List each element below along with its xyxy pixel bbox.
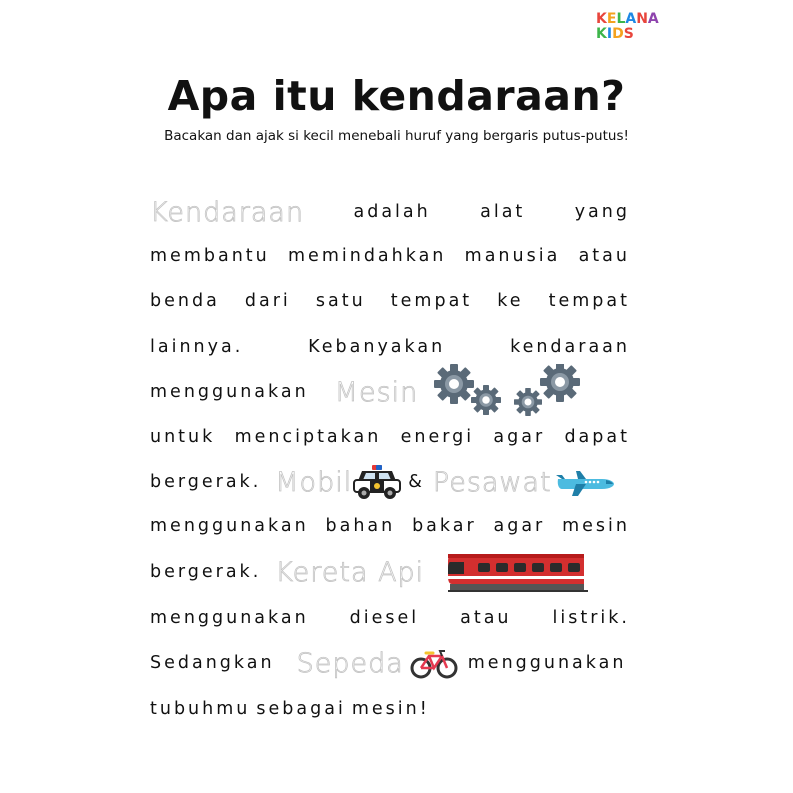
- word: yang: [574, 202, 630, 222]
- word: energi: [400, 427, 475, 447]
- train-icon: [448, 550, 588, 594]
- airplane-icon: [552, 465, 616, 499]
- text-line-3: [150, 281, 630, 321]
- word: tempat: [548, 291, 630, 311]
- word: dari: [244, 291, 291, 311]
- bicycle-icon: [410, 646, 458, 680]
- logo-letter: S: [623, 26, 634, 42]
- text-line-6: [150, 417, 630, 457]
- word: memindahkan: [288, 246, 447, 266]
- word: bergerak.: [150, 562, 262, 582]
- logo-letter: L: [616, 11, 626, 27]
- trace-word: Pesawat: [432, 466, 552, 498]
- word: manusia: [464, 246, 561, 266]
- word: menggunakan: [150, 516, 309, 536]
- logo-letter: D: [612, 26, 624, 42]
- page-subtitle: Bacakan dan ajak si kecil menebali huruf yang bergaris putus-putus!: [164, 128, 629, 144]
- word: atau: [460, 608, 512, 628]
- word: lainnya.: [150, 337, 244, 357]
- page-title: Apa itu kendaraan?: [167, 72, 626, 120]
- logo-wordmark-bottom: [596, 27, 656, 42]
- word: mesin: [562, 516, 630, 536]
- kelana-kids-logo: [596, 11, 659, 50]
- logo-letter: A: [625, 11, 637, 27]
- text-line-1: [150, 192, 630, 232]
- word: menggunakan: [467, 653, 627, 673]
- gears-icon: [432, 364, 588, 420]
- word: sebagai: [256, 699, 346, 719]
- word: menggunakan: [150, 382, 309, 402]
- word: listrik.: [552, 608, 630, 628]
- word: bergerak.: [150, 472, 262, 492]
- logo-letter: I: [606, 26, 613, 42]
- word: untuk: [150, 427, 216, 447]
- trace-word: Mesin: [334, 376, 419, 408]
- logo-letter: N: [636, 11, 648, 27]
- text-line-10: [150, 598, 630, 638]
- word: ke: [497, 291, 524, 311]
- word: Kebanyakan: [308, 337, 446, 357]
- logo-letter: E: [606, 11, 617, 27]
- word: agar: [493, 427, 546, 447]
- word: dapat: [564, 427, 630, 447]
- word: agar: [493, 516, 546, 536]
- trace-word: Kereta Api: [275, 556, 425, 588]
- police-car-icon: [352, 463, 402, 501]
- word: adalah: [353, 202, 431, 222]
- word: tubuhmu: [150, 699, 251, 719]
- text-line-2: [150, 236, 630, 276]
- word: menciptakan: [234, 427, 382, 447]
- trace-word: Kendaraan: [150, 196, 305, 228]
- ampersand: &: [408, 472, 425, 492]
- word: benda: [150, 291, 220, 311]
- text-line-4: [150, 327, 630, 367]
- text-line-12: [150, 689, 630, 729]
- word: kendaraan: [510, 337, 630, 357]
- word: satu: [315, 291, 366, 311]
- word: membantu: [150, 246, 270, 266]
- text-line-9: [150, 552, 630, 592]
- word: tempat: [390, 291, 473, 311]
- logo-letter: A: [647, 11, 659, 27]
- word: mesin!: [351, 699, 430, 719]
- word: diesel: [349, 608, 420, 628]
- logo-wordmark-top: [596, 11, 659, 27]
- word: bakar: [412, 516, 477, 536]
- text-line-7: [150, 462, 630, 502]
- word: menggunakan: [150, 608, 309, 628]
- text-line-11: [150, 643, 630, 683]
- word: Sedangkan: [150, 653, 275, 673]
- trace-word: Sepeda: [296, 647, 404, 679]
- text-line-5: [150, 372, 630, 412]
- word: atau: [578, 246, 630, 266]
- trace-word: Mobil: [275, 466, 353, 498]
- word: bahan: [325, 516, 396, 536]
- word: alat: [480, 202, 526, 222]
- logo-letter: K: [596, 11, 607, 27]
- logo-letter: K: [596, 26, 607, 42]
- text-line-8: [150, 506, 630, 546]
